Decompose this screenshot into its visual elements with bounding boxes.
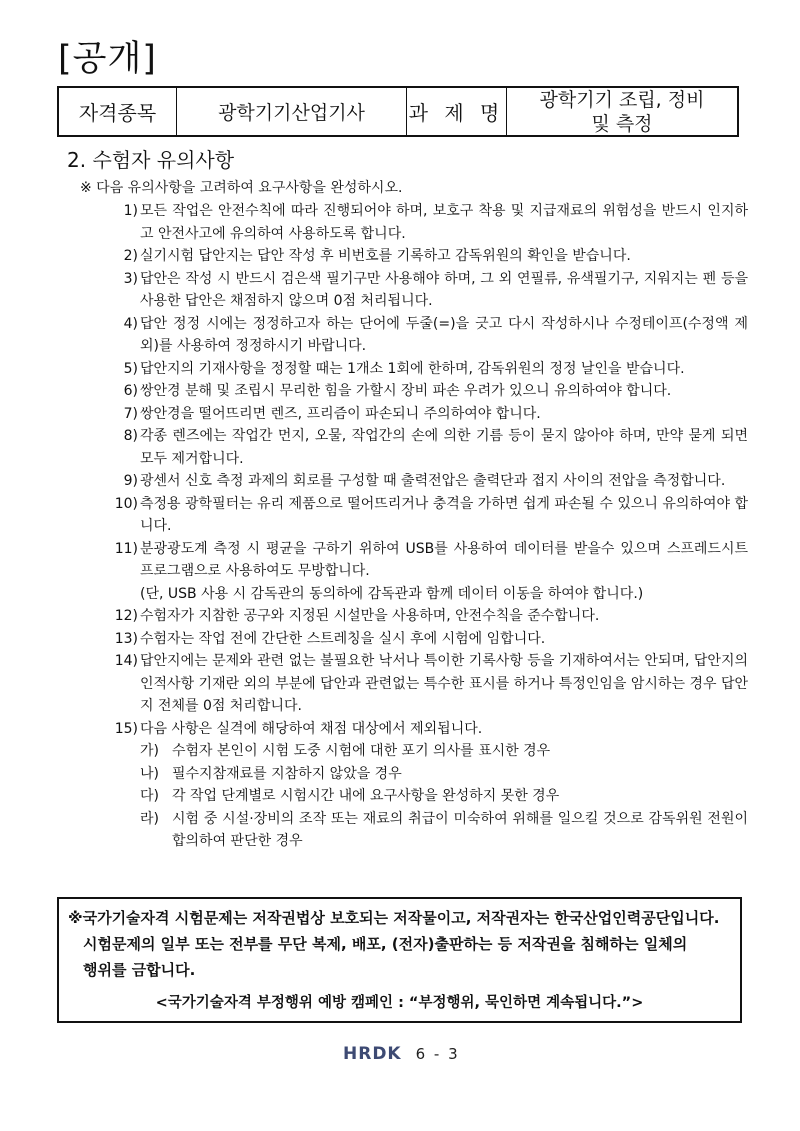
page-footer	[343, 1044, 460, 1064]
list-item	[100, 245, 748, 268]
list-item	[100, 538, 748, 606]
task-value: 광학기기 조립, 정비 및 측정	[539, 88, 705, 135]
page-number: 6 - 3	[415, 1045, 460, 1063]
item-text: 다음 사항은 실격에 해당하여 채점 대상에서 제외됩니다.	[140, 720, 483, 737]
item-text: 답안지에는 문제와 관련 없는 불필요한 낙서나 특이한 기록사항 등을 기재하여서는 안되며, 답안지의 인적사항 기재란 외의 부분에 답안과 관련없는 특수한 표시를 하거나 특정인임을 암시하는 경우 답안지 전체를 0점 처리합니다.	[140, 653, 748, 714]
hrdk-logo: HRDK	[343, 1044, 402, 1064]
list-item	[100, 650, 748, 718]
sub-item-text: 시험 중 시설·장비의 조작 또는 재료의 취급이 미숙하여 위해를 일으킬 것으로 감독위원 전원이 합의하여 판단한 경우	[172, 810, 748, 849]
notice-line-3: 행위를 금합니다.	[83, 961, 196, 979]
item-text: 답안은 작성 시 반드시 검은색 필기구만 사용해야 하며, 그 외 연필류, 유색필기구, 지워지는 펜 등을 사용한 답안은 채점하지 않으며 0점 처리됩니다.	[140, 270, 748, 309]
list-item	[100, 425, 748, 470]
sub-item-text: 수험자 본인이 시험 도중 시험에 대한 포기 의사를 표시한 경우	[172, 743, 551, 759]
list-item	[100, 380, 748, 403]
qualification-label: 자격종목	[59, 88, 177, 135]
sub-item-text: 각 작업 단계별로 시험시간 내에 요구사항을 완성하지 못한 경우	[172, 788, 560, 804]
sub-item-number: 가)	[140, 743, 159, 759]
item-text: 각종 렌즈에는 작업간 먼지, 오물, 작업간의 손에 의한 기름 등이 묻지 않아야 하며, 만약 묻게 되면 모두 제거합니다.	[140, 428, 748, 467]
item-number: 9)	[123, 473, 138, 489]
item-number: 13)	[114, 630, 138, 647]
list-item	[100, 403, 748, 426]
item-number: 12)	[114, 608, 138, 624]
campaign-slogan: <국가기술자격 부정행위 예방 캠페인 : “부정행위, 묵인하면 계속됩니다.”>	[155, 995, 644, 1011]
notice-line-2: 시험문제의 일부 또는 전부를 무단 복제, 배포, (전자)출판하는 등 저작권을 침해하는 일체의	[83, 935, 688, 953]
item-number: 3)	[123, 270, 138, 287]
item-number: 10)	[114, 495, 138, 512]
item-number: 6)	[123, 383, 138, 399]
item-number: 15)	[114, 720, 138, 737]
item-text: 모든 작업은 안전수칙에 따라 진행되어야 하며, 보호구 착용 및 지급재료의 위험성을 반드시 인지하고 안전사고에 유의하여 사용하도록 합니다.	[140, 203, 748, 242]
copyright-notice-box	[57, 897, 742, 1023]
task-label: 과 제 명	[407, 88, 507, 135]
open-classification-label: [공개]	[58, 39, 157, 79]
item-number: 1)	[123, 203, 138, 219]
item-number: 11)	[114, 540, 138, 557]
item-text: 실기시험 답안지는 답안 작성 후 비번호를 기록하고 감독위원의 확인을 받습니다.	[140, 248, 631, 264]
item-number: 5)	[123, 360, 138, 377]
item-text: 수험자가 지참한 공구와 지정된 시설만을 사용하며, 안전수칙을 준수합니다.	[140, 608, 600, 624]
precautions-list	[100, 200, 748, 853]
list-item	[100, 605, 748, 628]
section-intro: ※ 다음 유의사항을 고려하여 요구사항을 완성하시오.	[80, 180, 403, 196]
exam-info-table	[57, 86, 739, 137]
item-number: 7)	[123, 405, 138, 422]
list-item	[100, 268, 748, 313]
item-text: 측정용 광학필터는 유리 제품으로 떨어뜨리거나 충격을 가하면 쉽게 파손될 수 있으니 유의하여야 합니다.	[140, 495, 748, 534]
item-text: 답안 정정 시에는 정정하고자 하는 단어에 두줄(=)을 긋고 다시 작성하시나 수정테이프(수정액 제외)를 사용하여 정정하시기 바랍니다.	[140, 315, 748, 354]
item-number: 14)	[114, 653, 138, 669]
list-item	[100, 358, 748, 381]
item-text: 답안지의 기재사항을 정정할 때는 1개소 1회에 한하며, 감독위원의 정정 날인을 받습니다.	[140, 360, 685, 377]
item-note: (단, USB 사용 시 감독관의 동의하에 감독관과 함께 데이터 이동을 하여야 합니다.)	[140, 585, 644, 602]
notice-line-1: ※국가기술자격 시험문제는 저작권법상 보호되는 저작물이고, 저작권자는 한국산업인력공단입니다.	[68, 909, 720, 927]
sub-item-number: 나)	[140, 765, 159, 782]
qualification-value: 광학기기산업기사	[177, 88, 407, 135]
disqualification-item	[140, 763, 748, 786]
list-item	[100, 470, 748, 493]
item-text: 쌍안경을 떨어뜨리면 렌즈, 프리즘이 파손되니 주의하여야 합니다.	[140, 405, 541, 422]
item-text: 수험자는 작업 전에 간단한 스트레칭을 실시 후에 시험에 임합니다.	[140, 630, 546, 647]
disqualification-item	[140, 785, 748, 808]
item-text: 광센서 신호 측정 과제의 회로를 구성할 때 출력전압은 출력단과 접지 사이의 전압을 측정합니다.	[140, 473, 726, 489]
list-item	[100, 718, 748, 741]
list-item	[100, 628, 748, 651]
section-title: 2. 수험자 유의사항	[67, 148, 235, 172]
sub-item-text: 필수지참재료를 지참하지 않았을 경우	[172, 765, 402, 782]
item-number: 8)	[123, 428, 138, 444]
sub-item-number: 다)	[140, 788, 159, 804]
disqualification-item	[140, 808, 748, 853]
disqualification-list	[100, 740, 748, 853]
item-text: 쌍안경 분해 및 조립시 무리한 힘을 가할시 장비 파손 우려가 있으니 유의하여야 합니다.	[140, 383, 672, 399]
item-number: 4)	[123, 315, 138, 332]
disqualification-item	[140, 740, 748, 763]
item-number: 2)	[123, 248, 138, 264]
list-item	[100, 493, 748, 538]
list-item	[100, 313, 748, 358]
list-item	[100, 200, 748, 245]
item-text: 분광광도계 측정 시 평균을 구하기 위하여 USB를 사용하여 데이터를 받을수 있으며 스프레드시트 프로그램으로 사용하여도 무방합니다.	[140, 540, 748, 579]
sub-item-number: 라)	[140, 810, 159, 827]
